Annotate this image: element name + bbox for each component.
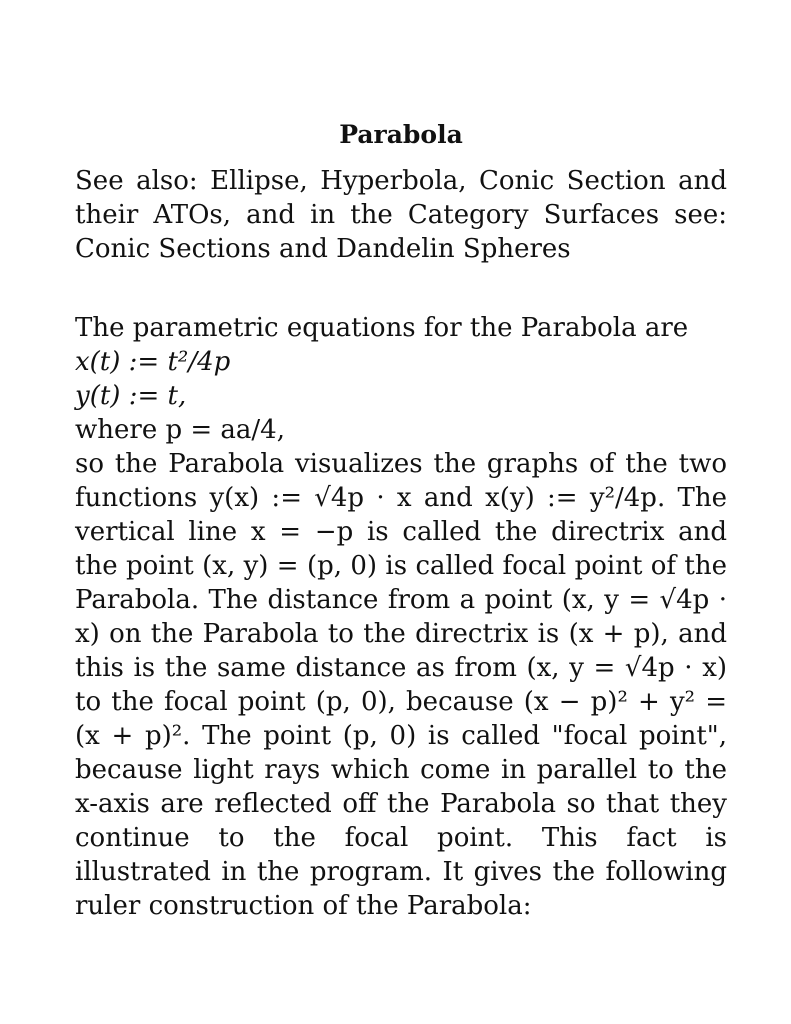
page-title: Parabola xyxy=(339,120,463,149)
parametric-section xyxy=(75,311,727,447)
where-p-line: where p = aa/4, xyxy=(75,415,285,445)
intro-line: The parametric equations for the Parabola are xyxy=(75,313,689,343)
body-paragraph: so the Parabola visualizes the graphs of the two functions y(x) := √4p · x and x(y) := y²/4p. The vertical line x = −p is called the directrix and the point (x, y) = (p, 0) is called focal point of the Parabola. The distance from a point (x, y = √4p · x) on the Parabola to the directrix is (x + p), and this is the same distance as from (x, y = √4p · x) to the focal point (p, 0), because (x − p)² + y² = (x + p)². The point (p, 0) is called "focal point", because light rays which come in parallel to the x-axis are reflected off the Parabola so that they continue to the focal point. This fact is illustrated in the program. It gives the following ruler construction of the Parabola: xyxy=(75,449,727,921)
document-page xyxy=(75,118,727,923)
equation-x: x(t) := t²/4p xyxy=(75,347,231,377)
equation-y: y(t) := t, xyxy=(75,381,187,411)
see-also-paragraph: See also: Ellipse, Hyperbola, Conic Section and their ATOs, and in the Category Surfaces see: Conic Sections and Dandelin Spheres xyxy=(75,166,727,264)
